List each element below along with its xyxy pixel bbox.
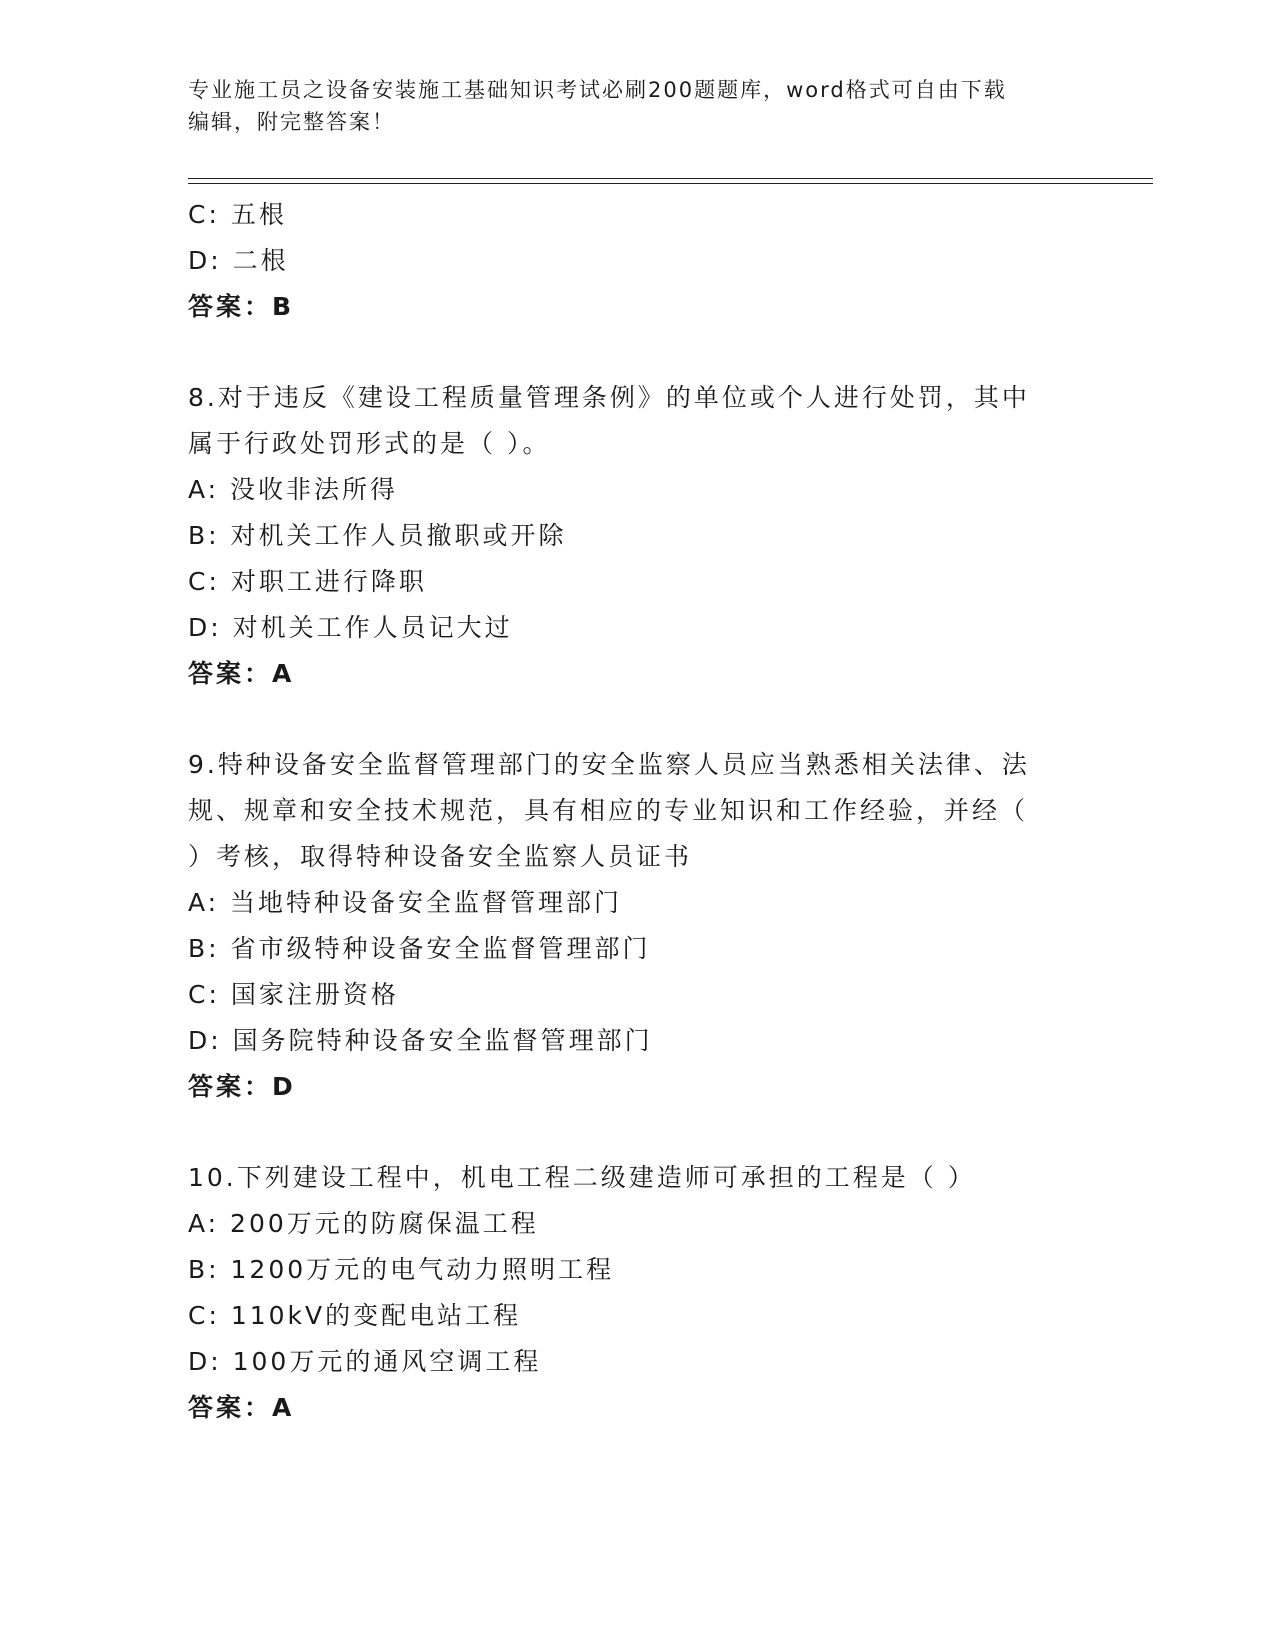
answer-line: 答案：A bbox=[188, 1393, 295, 1422]
header-divider-bottom bbox=[188, 183, 1153, 184]
question-stem: ）考核，取得特种设备安全监察人员证书 bbox=[188, 842, 693, 871]
question-stem: 10.下列建设工程中，机电工程二级建造师可承担的工程是（ ） bbox=[188, 1163, 976, 1192]
option-d: D: 二根 bbox=[188, 246, 289, 275]
option-b: B: 省市级特种设备安全监督管理部门 bbox=[188, 934, 651, 963]
question-stem: 8.对于违反《建设工程质量管理条例》的单位或个人进行处罚，其中 bbox=[188, 383, 1030, 412]
option-b: B: 1200万元的电气动力照明工程 bbox=[188, 1255, 615, 1284]
question-10 bbox=[188, 1155, 1088, 1431]
option-c: C: 对职工进行降职 bbox=[188, 567, 427, 596]
question-9 bbox=[188, 742, 1088, 1110]
answer-line: 答案：B bbox=[188, 292, 295, 321]
header-line-1: 专业施工员之设备安装施工基础知识考试必刷200题题库，word格式可自由下载 bbox=[188, 78, 1007, 102]
option-a: A: 当地特种设备安全监督管理部门 bbox=[188, 888, 623, 917]
option-c: C: 国家注册资格 bbox=[188, 980, 399, 1009]
question-stem: 规、规章和安全技术规范，具有相应的专业知识和工作经验，并经（ bbox=[188, 796, 1029, 825]
answer-line: 答案：A bbox=[188, 659, 295, 688]
option-c: C: 五根 bbox=[188, 200, 287, 229]
option-d: D: 对机关工作人员记大过 bbox=[188, 613, 513, 642]
option-a: A: 200万元的防腐保温工程 bbox=[188, 1209, 539, 1238]
document-header bbox=[188, 74, 1088, 138]
option-c: C: 110kV的变配电站工程 bbox=[188, 1301, 522, 1330]
question-8 bbox=[188, 375, 1088, 697]
question-stem: 属于行政处罚形式的是（ ）。 bbox=[188, 429, 551, 458]
option-d: D: 100万元的通风空调工程 bbox=[188, 1347, 542, 1376]
previous-question-tail bbox=[188, 192, 1088, 330]
document-body bbox=[188, 192, 1088, 1431]
option-d: D: 国务院特种设备安全监督管理部门 bbox=[188, 1026, 653, 1055]
header-divider-top bbox=[188, 178, 1153, 179]
option-b: B: 对机关工作人员撤职或开除 bbox=[188, 521, 567, 550]
question-stem: 9.特种设备安全监督管理部门的安全监察人员应当熟悉相关法律、法 bbox=[188, 750, 1030, 779]
header-line-2: 编辑，附完整答案！ bbox=[188, 110, 395, 134]
answer-line: 答案：D bbox=[188, 1072, 296, 1101]
option-a: A: 没收非法所得 bbox=[188, 475, 399, 504]
